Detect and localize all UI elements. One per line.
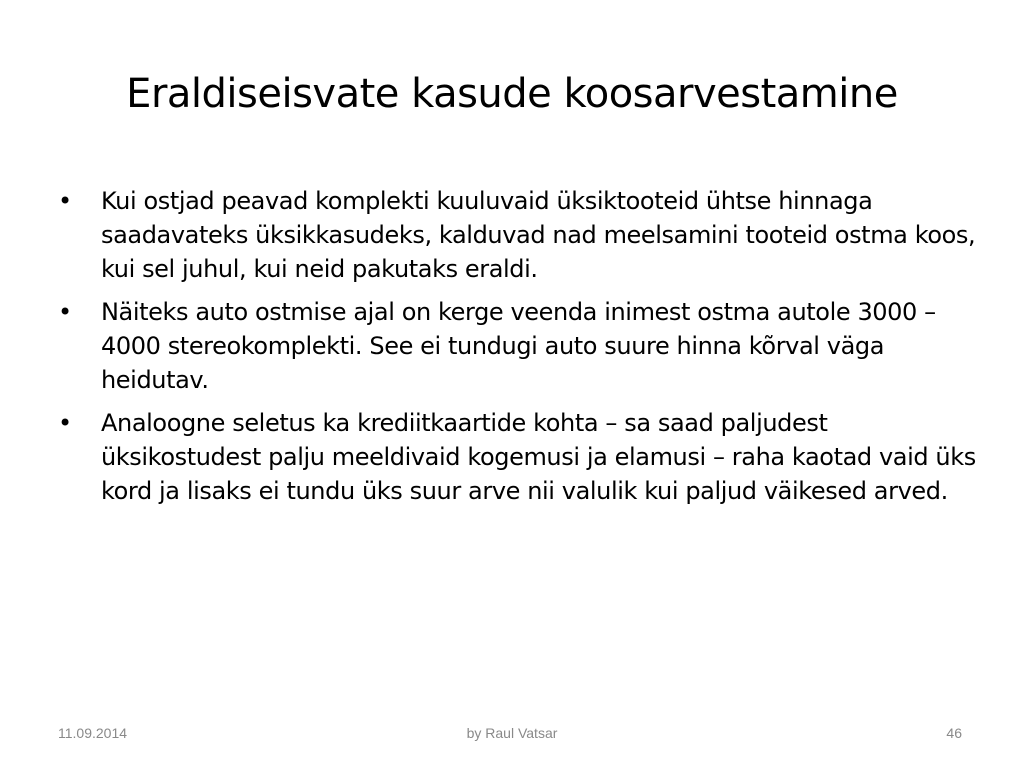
footer-page-number: 46 — [946, 725, 962, 741]
bullet-item — [58, 295, 978, 397]
bullet-text: Näiteks auto ostmise ajal on kerge veenda inimest ostma autole 3000 – 4000 stereokomplekti. See ei tundugi auto suure hinna kõrval väga heidutav. — [101, 298, 936, 394]
slide-title: Eraldiseisvate kasude koosarvestamine — [126, 71, 898, 117]
bullet-dot-icon: • — [58, 298, 72, 326]
footer-author: by Raul Vatsar — [466, 725, 558, 741]
bullet-item — [58, 406, 978, 508]
bullet-list — [58, 184, 978, 517]
bullet-dot-icon: • — [58, 187, 72, 215]
bullet-text: Kui ostjad peavad komplekti kuuluvaid üksiktooteid ühtse hinnaga saadavateks üksikkasudeks, kalduvad nad meelsamini tooteid ostma koos, kui sel juhul, kui neid pakutaks eraldi. — [101, 187, 976, 283]
bullet-dot-icon: • — [58, 409, 72, 437]
footer-date: 11.09.2014 — [58, 725, 128, 741]
bullet-item — [58, 184, 978, 286]
bullet-text: Analoogne seletus ka krediitkaartide kohta – sa saad paljudest üksikostudest palju meeldivaid kogemusi ja elamusi – raha kaotad vaid üks kord ja lisaks ei tundu üks suur arve nii valulik kui paljud väikesed arved. — [101, 409, 976, 505]
